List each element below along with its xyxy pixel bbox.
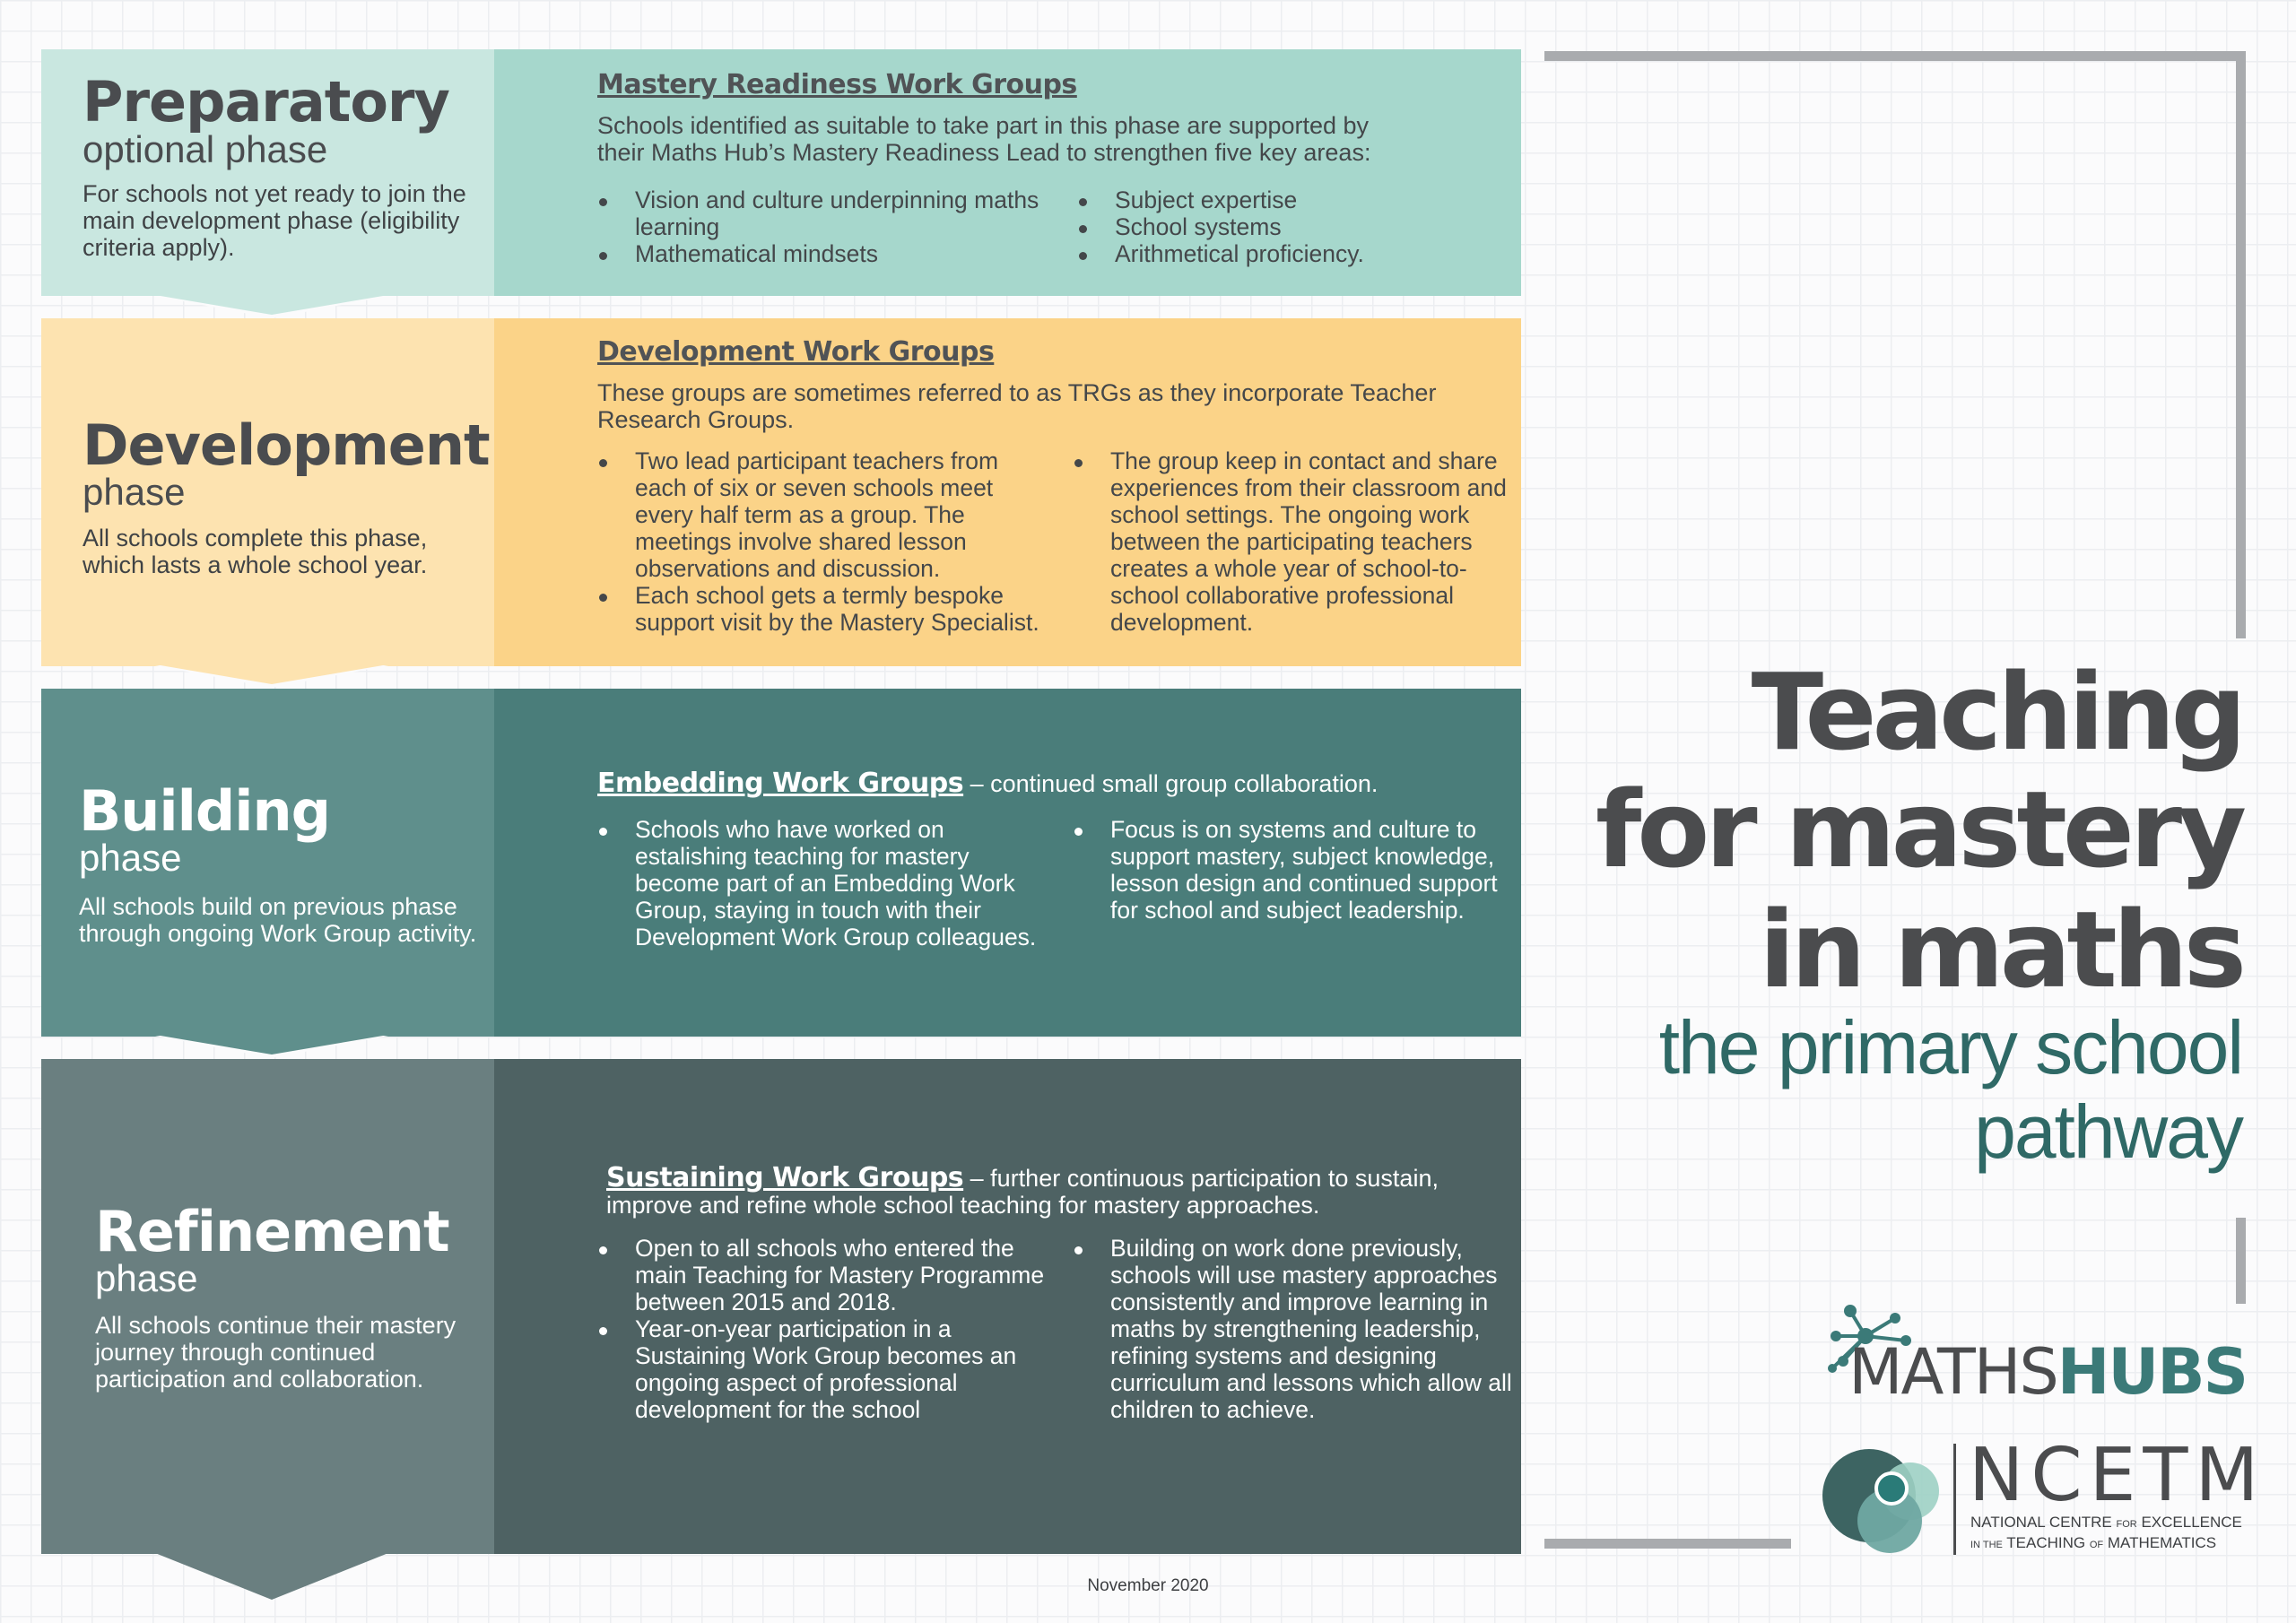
refinement-left-panel [41, 1059, 494, 1554]
chevron-down-icon [155, 1553, 388, 1600]
refinement-title: Refinement [95, 1199, 449, 1264]
ncetm-tagline-2: IN THE TEACHING OF MATHEMATICS [1970, 1534, 2217, 1551]
list-item: Vision and culture underpinning maths learning [597, 187, 1064, 240]
list-item: School systems [1077, 213, 1481, 240]
refinement-description: All schools continue their mastery journey through continued participation and collaboration. [95, 1312, 457, 1393]
ncetm-tagline-1: NATIONAL CENTRE FOR EXCELLENCE [1970, 1514, 2242, 1531]
refinement-workgroup-heading [606, 1162, 1485, 1219]
building-left-panel [41, 689, 494, 1037]
frame-line-bottom [1544, 1539, 1791, 1549]
list-item: Mathematical mindsets [597, 240, 1064, 267]
development-subtitle: phase [83, 471, 186, 513]
mathshubs-wordmark [1848, 1335, 2247, 1409]
list-item: Arithmetical proficiency. [1077, 240, 1481, 267]
building-subtitle: phase [79, 837, 182, 879]
development-workgroup-title: Development Work Groups [597, 336, 995, 368]
list-item: Subject expertise [1077, 187, 1481, 213]
refinement-band [41, 1059, 1521, 1554]
ncetm-circles-icon [1822, 1442, 1948, 1558]
development-title: Development [83, 412, 490, 478]
list-item: Focus is on systems and culture to support mastery, subject knowledge, lesson design and continued support for school and subject leadership. [1073, 816, 1512, 924]
list-item: Building on work done previously, schools will use mastery approaches consistently and improve learning in maths by strengthening leadership, refining systems and designing curriculum and lessons which allow all children to achieve. [1073, 1235, 1512, 1423]
footer-date: November 2020 [1087, 1576, 1209, 1595]
ncetm-wordmark: NCETM [1969, 1433, 2266, 1518]
preparatory-subtitle: optional phase [83, 128, 328, 170]
building-band [41, 689, 1521, 1037]
main-title-line2: for mastery [1595, 768, 2242, 891]
frame-line-right [2236, 51, 2246, 638]
building-workgroup-title: Embedding Work Groups [597, 768, 964, 799]
list-item: Two lead participant teachers from each of six or seven schools meet every half term as a group. The meetings involve shared lesson observations and discussion. [597, 447, 1055, 582]
refinement-subtitle: phase [95, 1257, 198, 1299]
list-item: Year-on-year participation in a Sustaining Work Group becomes an ongoing aspect of professional development for the school [597, 1315, 1055, 1423]
mathshubs-logo [1825, 1300, 2247, 1408]
chevron-down-icon [155, 1035, 388, 1055]
building-workgroup-heading [597, 768, 1378, 799]
refinement-bullets-right [1073, 1235, 1512, 1423]
refinement-workgroup-suffix: – further continuous participation to sustain, improve and refine whole school teaching for mastery approaches. [606, 1165, 1439, 1219]
list-item: Schools who have worked on estalishing teaching for mastery become part of an Embedding Work Group, staying in touch with their Development Work Group colleagues. [597, 816, 1055, 950]
development-band [41, 318, 1521, 666]
ncetm-logo [1822, 1433, 2266, 1558]
preparatory-workgroup-title: Mastery Readiness Work Groups [597, 69, 1077, 100]
preparatory-intro: Schools identified as suitable to take part in this phase are supported by their Maths Hub’s Mastery Readiness Lead to strengthen five key areas: [597, 112, 1371, 166]
preparatory-left-panel [41, 49, 494, 296]
building-bullets-right [1073, 816, 1512, 924]
preparatory-right-panel [494, 49, 1521, 296]
building-bullets-left [597, 816, 1055, 950]
refinement-workgroup-title: Sustaining Work Groups [606, 1162, 964, 1193]
list-item: Each school gets a termly bespoke support visit by the Mastery Specialist. [597, 582, 1055, 636]
main-title-line1: Teaching [1751, 650, 2242, 774]
chevron-down-icon [155, 295, 388, 315]
title-block [1595, 650, 2242, 1174]
main-title-line3: in maths [1759, 888, 2242, 1011]
preparatory-title: Preparatory [83, 69, 449, 135]
subtitle-line1: the primary school [1658, 1005, 2242, 1089]
development-description: All schools complete this phase, which lasts a whole school year. [83, 525, 428, 578]
preparatory-bullets-right [1077, 187, 1481, 267]
development-left-panel [41, 318, 494, 666]
building-title: Building [79, 778, 331, 844]
refinement-right-panel [494, 1059, 1521, 1554]
development-intro: These groups are sometimes referred to as TRGs as they incorporate Teacher Research Groups. [597, 379, 1437, 433]
development-bullets-right [1073, 447, 1512, 636]
development-bullets-left [597, 447, 1055, 636]
subtitle-line2: pathway [1974, 1089, 2242, 1174]
building-workgroup-suffix: – continued small group collaboration. [963, 770, 1378, 797]
mathshubs-hubs-text: HUBS [2057, 1335, 2247, 1409]
frame-line-top [1544, 51, 2246, 61]
preparatory-workgroup-heading [597, 69, 1077, 100]
frame-line-right-lower [2236, 1218, 2246, 1304]
chevron-down-icon [155, 664, 388, 684]
building-description: All schools build on previous phase through ongoing Work Group activity. [79, 893, 477, 947]
preparatory-description: For schools not yet ready to join the main development phase (eligibility criteria apply). [83, 180, 466, 261]
preparatory-band [41, 49, 1521, 296]
ncetm-divider [1953, 1444, 1956, 1555]
building-right-panel [494, 689, 1521, 1037]
preparatory-bullets-left [597, 187, 1064, 267]
list-item: Open to all schools who entered the main Teaching for Mastery Programme between 2015 and 2018. [597, 1235, 1055, 1315]
development-right-panel [494, 318, 1521, 666]
list-item: The group keep in contact and share experiences from their classroom and school settings. The ongoing work between the participating teachers creates a whole year of school-to-school collaborative professional development. [1073, 447, 1512, 636]
mathshubs-maths-text: MATHS [1848, 1335, 2057, 1409]
refinement-bullets-left [597, 1235, 1055, 1423]
development-workgroup-heading [597, 336, 994, 368]
